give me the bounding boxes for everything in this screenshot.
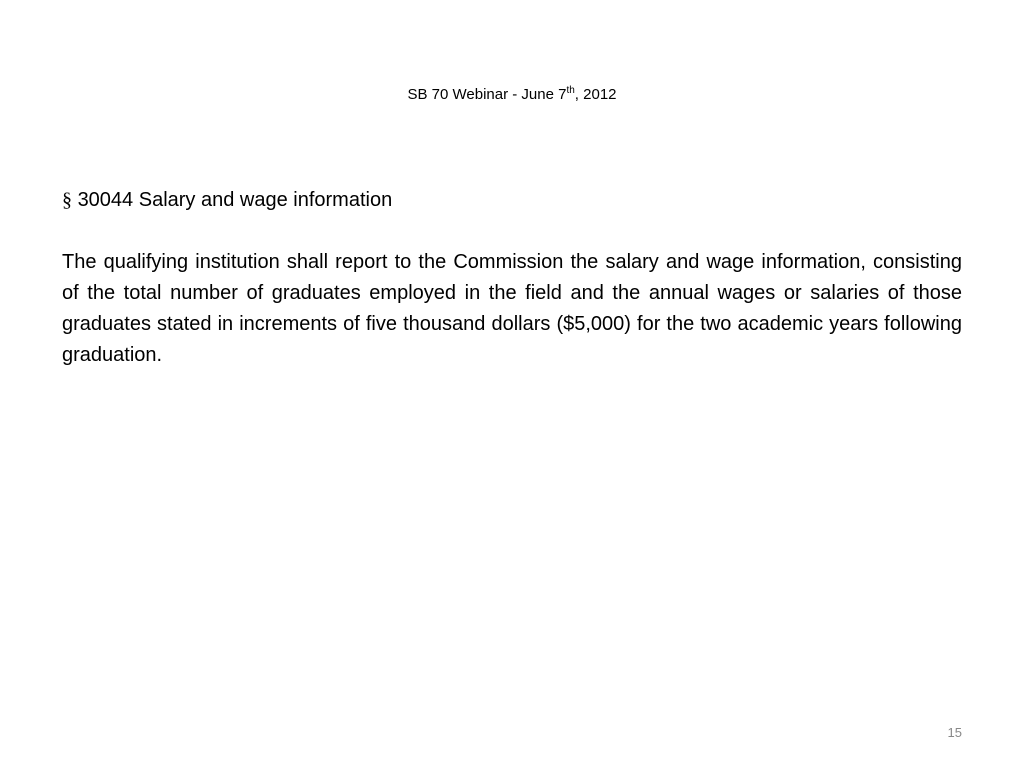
- page-number: 15: [947, 725, 962, 740]
- header-text: SB 70 Webinar - June 7: [407, 86, 567, 103]
- section-title: 30044 Salary and wage information: [77, 189, 393, 211]
- section-symbol: §: [62, 189, 72, 211]
- body-paragraph: The qualifying institution shall report to the Commission the salary and wage information, consisting of the total number of graduates employed in the field and the annual wages or salaries of those graduates stated in increments of five thousand dollars ($5,000) for the two academic years following graduation.: [62, 251, 962, 366]
- section-heading: [62, 187, 962, 213]
- header-year: , 2012: [574, 86, 617, 103]
- header-superscript: th: [566, 85, 575, 96]
- slide-header: [0, 84, 1024, 106]
